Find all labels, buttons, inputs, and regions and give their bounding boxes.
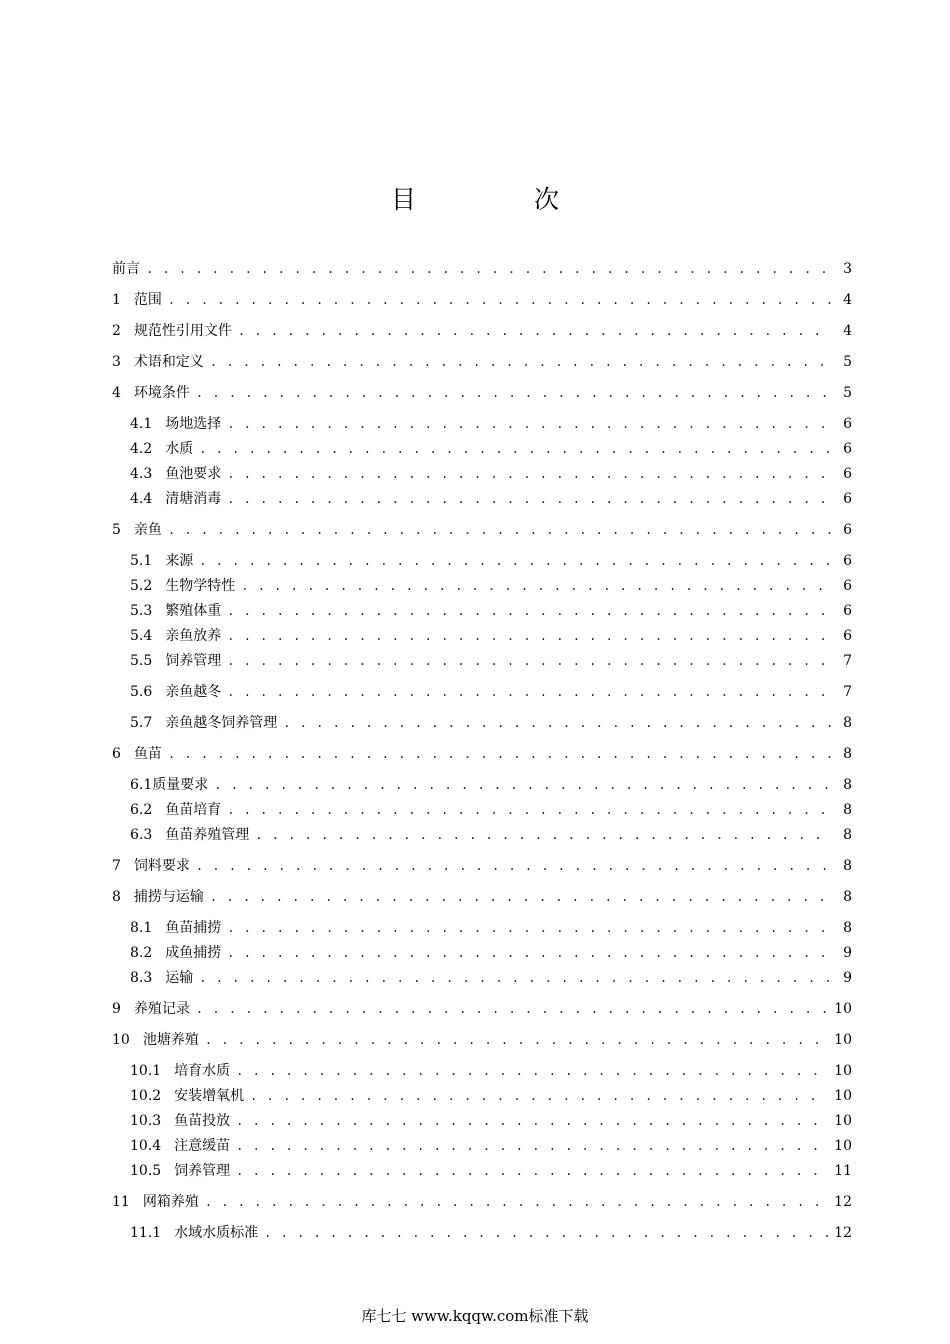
toc-label: 生物学特性 (165, 578, 236, 594)
toc-label: 繁殖体重 (165, 603, 222, 619)
toc-entry-8[interactable] (112, 886, 852, 908)
toc-number: 5.4 (130, 628, 153, 644)
toc-entry-11-1[interactable] (130, 1222, 852, 1244)
toc-page: 4 (843, 292, 852, 308)
toc-page: 6 (843, 466, 852, 482)
toc-entry-4[interactable] (112, 382, 852, 404)
toc-page: 6 (843, 603, 852, 619)
toc-label: 成鱼捕捞 (165, 945, 222, 961)
toc-label: 来源 (165, 553, 194, 569)
toc-leader (255, 824, 832, 846)
toc-number: 10.1 (130, 1063, 162, 1079)
toc-number: 10.5 (130, 1163, 162, 1179)
toc-label: 范围 (133, 292, 162, 308)
toc-label: 亲鱼 (133, 522, 162, 538)
toc-leader (227, 488, 832, 510)
toc-label: 鱼苗养殖管理 (165, 827, 250, 843)
toc-number: 8 (112, 889, 121, 905)
toc-label: 饲养管理 (174, 1163, 231, 1179)
toc-leader (227, 650, 832, 672)
toc-number: 4.4 (130, 491, 153, 507)
toc-leader (196, 382, 832, 404)
toc-number: 5.7 (130, 715, 153, 731)
toc-entry-8-2[interactable] (130, 942, 852, 964)
toc-leader (168, 289, 832, 311)
toc-number: 5.2 (130, 578, 153, 594)
toc-label: 鱼池要求 (165, 466, 222, 482)
toc-number: 4.1 (130, 416, 153, 432)
toc-leader (199, 967, 832, 989)
toc-leader (214, 774, 832, 796)
toc-page: 3 (843, 261, 852, 277)
toc-leader (168, 519, 832, 541)
toc-label: 培育水质 (174, 1063, 231, 1079)
toc-page: 12 (834, 1194, 852, 1210)
toc-number: 8.3 (130, 970, 153, 986)
toc-page: 9 (843, 970, 852, 986)
toc-entry-4-3[interactable] (130, 463, 852, 485)
toc-number: 6.2 (130, 802, 153, 818)
toc-label: 亲鱼越冬饲养管理 (165, 715, 278, 731)
toc-number: 3 (112, 354, 121, 370)
toc-page: 9 (843, 945, 852, 961)
toc-label: 安装增氧机 (174, 1088, 245, 1104)
toc-entry-6[interactable] (112, 743, 852, 765)
toc-leader (196, 998, 828, 1020)
toc-number: 5 (112, 522, 121, 538)
toc-page: 5 (843, 354, 852, 370)
toc-label: 环境条件 (133, 385, 190, 401)
toc-page: 6 (843, 416, 852, 432)
toc-entry-10-5[interactable] (130, 1160, 852, 1182)
toc-entry-preface[interactable] (112, 258, 852, 280)
toc-page: 8 (843, 889, 852, 905)
toc-label: 鱼苗 (133, 746, 162, 762)
toc-page: 6 (843, 578, 852, 594)
toc-leader (250, 1085, 828, 1107)
toc-entry-10-4[interactable] (130, 1135, 852, 1157)
toc-leader (210, 351, 832, 373)
toc-number: 10.4 (130, 1138, 162, 1154)
toc-leader (227, 600, 832, 622)
toc-entry-5-1[interactable] (130, 550, 852, 572)
toc-leader (227, 413, 832, 435)
toc-number: 1 (112, 292, 121, 308)
toc-number: 10 (112, 1032, 130, 1048)
toc-entry-8-3[interactable] (130, 967, 852, 989)
toc-entry-4-2[interactable] (130, 438, 852, 460)
toc-page: 10 (834, 1088, 852, 1104)
toc-label: 池塘养殖 (142, 1032, 199, 1048)
toc-number: 2 (112, 323, 121, 339)
toc-page: 5 (843, 385, 852, 401)
toc-label: 养殖记录 (133, 1001, 190, 1017)
toc-entry-5-4[interactable] (130, 625, 852, 647)
toc-leader (168, 743, 832, 765)
toc-leader (236, 1060, 828, 1082)
toc-entry-5-2[interactable] (130, 575, 852, 597)
toc-number: 11 (112, 1194, 130, 1210)
toc-page: 8 (843, 827, 852, 843)
toc-leader (227, 942, 832, 964)
toc-page: 8 (843, 920, 852, 936)
toc-page: 10 (834, 1063, 852, 1079)
toc-leader (236, 1160, 828, 1182)
toc-entry-6-2[interactable] (130, 799, 852, 821)
toc-number: 5.6 (130, 684, 153, 700)
toc-label: 前言 (112, 261, 140, 277)
toc-number: 8.2 (130, 945, 153, 961)
toc-leader (196, 855, 832, 877)
toc-entry-8-1[interactable] (130, 917, 852, 939)
toc-leader (227, 799, 832, 821)
toc-page: 10 (834, 1138, 852, 1154)
toc-label: 亲鱼放养 (165, 628, 222, 644)
toc-page: 12 (834, 1225, 852, 1241)
toc-entry-10[interactable] (112, 1029, 852, 1051)
toc-page: 6 (843, 628, 852, 644)
toc-page: 6 (843, 441, 852, 457)
toc-entry-5-5[interactable] (130, 650, 852, 672)
toc-leader (227, 681, 832, 703)
footer-watermark: 库七七 www.kqqw.com标准下载 (361, 1307, 589, 1325)
toc-label: 亲鱼越冬 (165, 684, 222, 700)
toc-leader (227, 463, 832, 485)
toc-leader (205, 1029, 828, 1051)
toc-number: 5.3 (130, 603, 153, 619)
toc-label: 规范性引用文件 (133, 323, 232, 339)
toc-entry-11[interactable] (112, 1191, 852, 1213)
toc-leader (146, 258, 832, 280)
toc-number: 6 (112, 746, 121, 762)
toc-label: 网箱养殖 (142, 1194, 199, 1210)
toc-number: 10.3 (130, 1113, 162, 1129)
toc-entry-10-2[interactable] (130, 1085, 852, 1107)
toc-leader (264, 1222, 828, 1244)
toc-entry-3[interactable] (112, 351, 852, 373)
toc-page: 8 (843, 802, 852, 818)
toc-leader (210, 886, 832, 908)
title-char-2: 次 (534, 185, 560, 214)
toc-number: 4.2 (130, 441, 153, 457)
toc-entry-10-1[interactable] (130, 1060, 852, 1082)
toc-entry-2[interactable] (112, 320, 852, 342)
toc-label: 鱼苗培育 (165, 802, 222, 818)
toc-label: 鱼苗捕捞 (165, 920, 222, 936)
toc-page: 11 (834, 1163, 852, 1179)
toc-page: 10 (834, 1032, 852, 1048)
toc-label: 鱼苗投放 (174, 1113, 231, 1129)
toc-page: 10 (834, 1001, 852, 1017)
toc-entry-5-3[interactable] (130, 600, 852, 622)
toc-page: 7 (843, 684, 852, 700)
toc-number: 7 (112, 858, 121, 874)
toc-page: 6 (843, 491, 852, 507)
toc-leader (236, 1135, 828, 1157)
toc-label: 水质 (165, 441, 194, 457)
toc-number: 11.1 (130, 1225, 162, 1241)
toc-number: 10.2 (130, 1088, 162, 1104)
toc-page: 8 (843, 746, 852, 762)
page-title (0, 180, 950, 216)
toc-leader (205, 1191, 828, 1213)
title-char-1: 目 (390, 185, 416, 214)
toc-entry-6-3[interactable] (130, 824, 852, 846)
toc-leader (236, 1110, 828, 1132)
toc-page: 10 (834, 1113, 852, 1129)
toc-page: 6 (843, 553, 852, 569)
toc-entry-5-6[interactable] (130, 681, 852, 703)
toc-label: 捕捞与运输 (133, 889, 204, 905)
toc-number: 6.3 (130, 827, 153, 843)
toc-label: 饲料要求 (133, 858, 190, 874)
toc-entry-4-4[interactable] (130, 488, 852, 510)
toc-label: 运输 (165, 970, 194, 986)
toc-leader (238, 320, 832, 342)
toc-leader (199, 438, 832, 460)
toc-entry-1[interactable] (112, 289, 852, 311)
toc-entry-5-7[interactable] (130, 712, 852, 734)
toc-label: 质量要求 (152, 777, 209, 793)
toc-leader (241, 575, 832, 597)
toc-entry-9[interactable] (112, 998, 852, 1020)
toc-page: 4 (843, 323, 852, 339)
toc-leader (227, 917, 832, 939)
toc-label: 场地选择 (165, 416, 222, 432)
toc-label: 饲养管理 (165, 653, 222, 669)
toc-number: 5.1 (130, 553, 153, 569)
toc-number: 4.3 (130, 466, 153, 482)
toc-page: 8 (843, 715, 852, 731)
toc-page: 7 (843, 653, 852, 669)
toc-leader (283, 712, 832, 734)
toc-entry-6-1[interactable] (130, 774, 852, 796)
toc-entry-10-3[interactable] (130, 1110, 852, 1132)
toc-label: 术语和定义 (133, 354, 204, 370)
toc-page: 6 (843, 522, 852, 538)
toc-entry-7[interactable] (112, 855, 852, 877)
toc-number: 8.1 (130, 920, 153, 936)
toc-label: 注意缓苗 (174, 1138, 231, 1154)
toc-number: 9 (112, 1001, 121, 1017)
toc-leader (227, 625, 832, 647)
toc-page: 8 (843, 858, 852, 874)
toc-entry-4-1[interactable] (130, 413, 852, 435)
toc-page: 8 (843, 777, 852, 793)
toc-number: 5.5 (130, 653, 153, 669)
toc-number: 6.1 (130, 777, 153, 793)
toc-leader (199, 550, 832, 572)
toc-number: 4 (112, 385, 121, 401)
toc-entry-5[interactable] (112, 519, 852, 541)
toc-label: 水域水质标准 (174, 1225, 259, 1241)
toc-label: 清塘消毒 (165, 491, 222, 507)
